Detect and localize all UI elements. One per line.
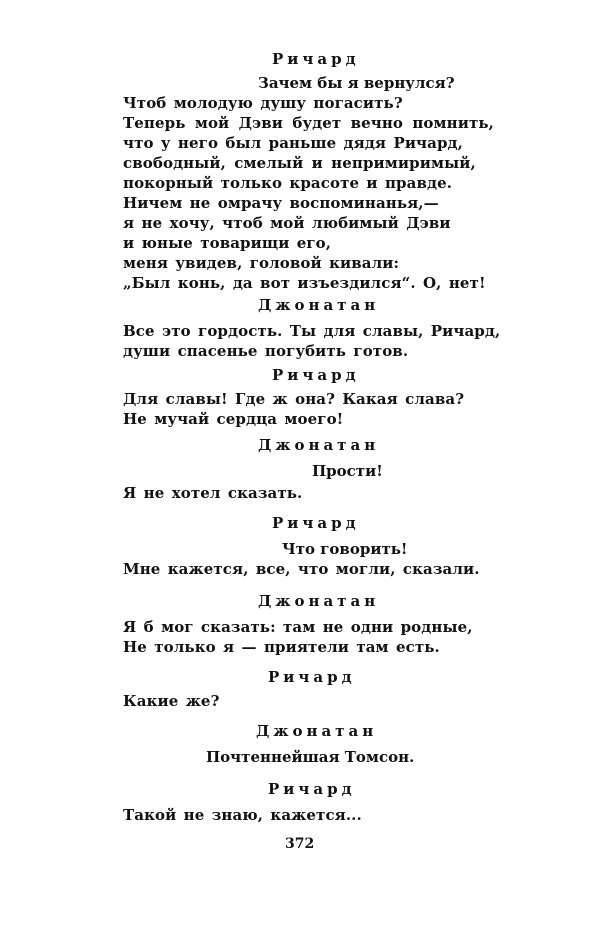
verse-line: и юные товарищи его, — [123, 234, 332, 252]
verse-line: Что говорить! — [282, 540, 408, 558]
verse-line: Ничем не омрачу воспоминанья,— — [123, 194, 439, 212]
verse-line: покорный только красоте и правде. — [123, 174, 453, 192]
verse-line: Теперь мой Дэви будет вечно помнить, — [123, 114, 494, 132]
speaker-name: Ричард — [272, 366, 360, 384]
verse-line: я не хочу, чтоб мой любимый Дэви — [123, 214, 451, 232]
verse-line: души спасенье погубить готов. — [123, 342, 409, 360]
verse-line: Не мучай сердца моего! — [123, 410, 344, 428]
verse-line: Не только я — приятели там есть. — [123, 638, 440, 656]
verse-line: „Был конь, да вот изъездился“. О, нет! — [123, 274, 486, 292]
verse-line: меня увидев, головой кивали: — [123, 254, 400, 272]
verse-line: что у него был раньше дядя Ричард, — [123, 134, 463, 152]
speaker-name: Джонатан — [258, 296, 380, 314]
verse-line: Зачем бы я вернулся? — [258, 74, 455, 92]
speaker-name: Джонатан — [258, 592, 380, 610]
speaker-name: Ричард — [268, 668, 356, 686]
verse-line: Я не хотел сказать. — [123, 484, 303, 502]
speaker-name: Джонатан — [256, 722, 378, 740]
speaker-name: Ричард — [272, 50, 360, 68]
verse-line: Такой не знаю, кажется... — [123, 806, 362, 824]
verse-line: Мне кажется, все, что могли, сказали. — [123, 560, 480, 578]
page-number: 372 — [285, 836, 315, 852]
verse-line: свободный, смелый и непримиримый, — [123, 154, 476, 172]
speaker-name: Джонатан — [258, 436, 380, 454]
verse-line: Для славы! Где ж она? Какая слава? — [123, 390, 465, 408]
speaker-name: Ричард — [272, 514, 360, 532]
verse-line: Какие же? — [123, 692, 220, 710]
verse-line: Все это гордость. Ты для славы, Ричард, — [123, 322, 501, 340]
verse-line: Почтеннейшая Томсон. — [206, 748, 415, 766]
verse-line: Чтоб молодую душу погасить? — [123, 94, 403, 112]
verse-line: Я б мог сказать: там не одни родные, — [123, 618, 473, 636]
verse-line: Прости! — [312, 462, 383, 480]
speaker-name: Ричард — [268, 780, 356, 798]
